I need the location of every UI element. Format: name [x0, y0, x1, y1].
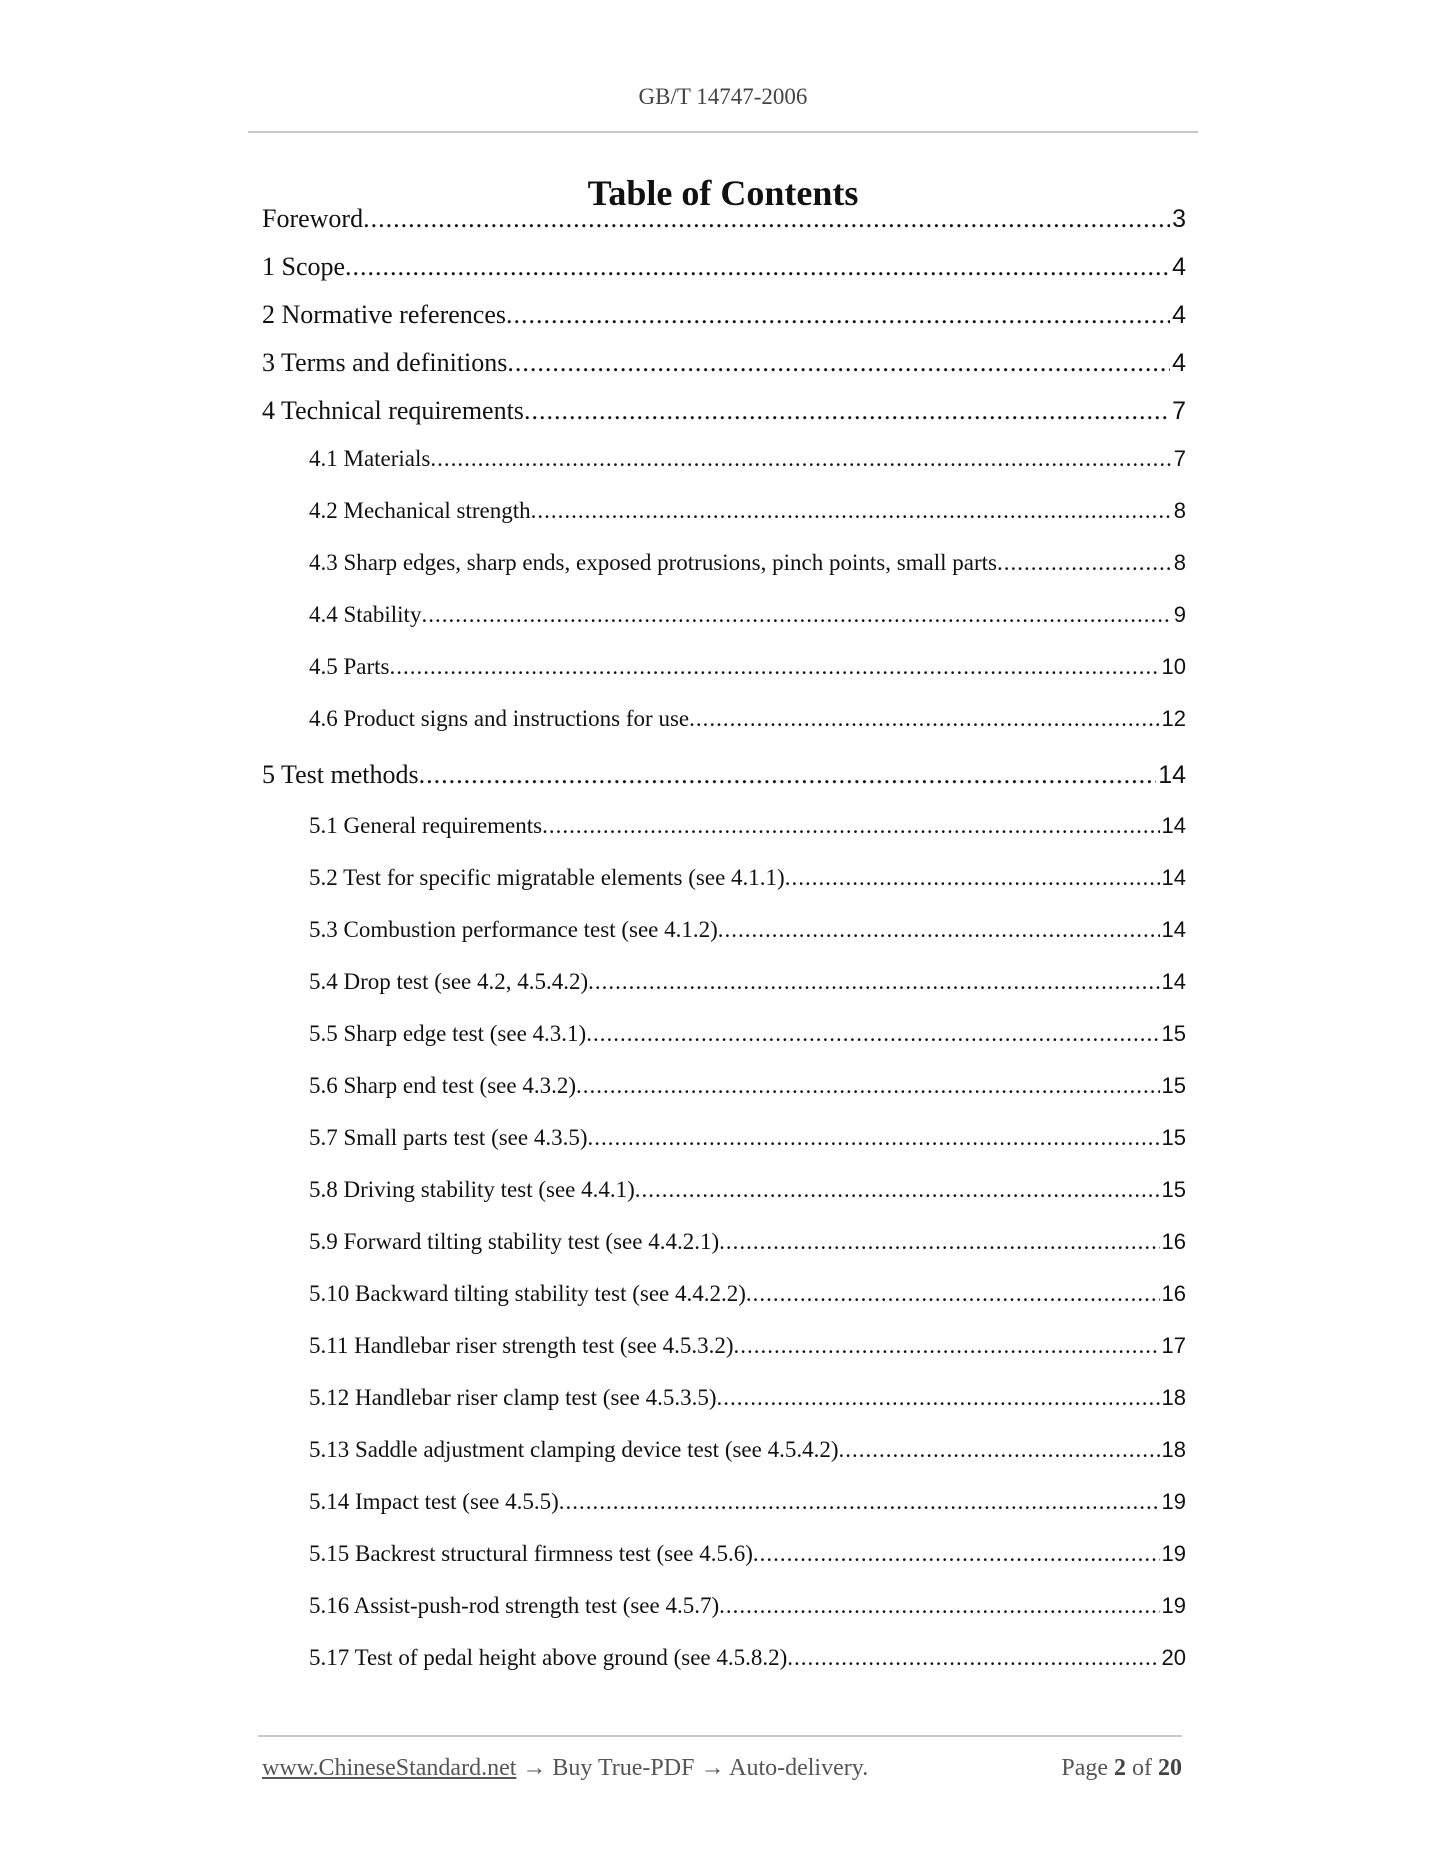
- toc-dot-leader: [345, 252, 1170, 282]
- toc-entry[interactable]: [309, 1125, 1186, 1151]
- toc-entry-label: Foreword: [262, 204, 364, 233]
- toc-dot-leader: [390, 654, 1160, 680]
- toc-dot-leader: [507, 348, 1170, 378]
- toc-entry-label: 5.1 General requirements: [309, 813, 543, 838]
- toc-dot-leader: [718, 917, 1160, 943]
- toc-entry[interactable]: [262, 348, 1186, 378]
- toc-dot-leader: [719, 1229, 1159, 1255]
- toc-entry-page: 10: [1161, 654, 1186, 679]
- toc-entry[interactable]: [262, 300, 1186, 330]
- toc-entry-label: 5.14 Impact test (see 4.5.5): [309, 1489, 559, 1514]
- toc-entry-page: 8: [1173, 498, 1186, 523]
- toc-entry-label: 5 Test methods: [262, 760, 419, 789]
- footer-promo: → Buy True-PDF → Auto-delivery.: [516, 1755, 869, 1781]
- toc-dot-leader: [997, 550, 1172, 576]
- toc-entry[interactable]: [309, 1073, 1186, 1099]
- toc-dot-leader: [734, 1333, 1160, 1359]
- running-header: GB/T 14747-2006: [638, 84, 808, 109]
- toc-entry[interactable]: [309, 1593, 1186, 1619]
- toc-entry-page: 8: [1173, 550, 1186, 575]
- toc-dot-leader: [524, 396, 1170, 426]
- toc-entry-page: 20: [1161, 1645, 1186, 1670]
- toc-entry[interactable]: [309, 813, 1186, 839]
- toc-entry-label: 5.17 Test of pedal height above ground (see 4.5.8.2): [309, 1645, 788, 1670]
- toc-dot-leader: [746, 1281, 1160, 1307]
- toc-entry-label: 5.10 Backward tilting stability test (see 4.4.2.2): [309, 1281, 746, 1306]
- toc-dot-leader: [787, 1645, 1159, 1671]
- of-word: of: [1132, 1755, 1152, 1781]
- toc-entry-label: 5.12 Handlebar riser clamp test (see 4.5.3.5): [309, 1385, 717, 1410]
- toc-entry-page: 4: [1172, 301, 1186, 329]
- toc-entry[interactable]: [309, 1229, 1186, 1255]
- toc-entry-label: 4.6 Product signs and instructions for use: [309, 706, 690, 731]
- toc-entry[interactable]: [309, 969, 1186, 995]
- toc-dot-leader: [576, 1073, 1160, 1099]
- toc-dot-leader: [588, 1125, 1160, 1151]
- toc-entry[interactable]: [309, 1437, 1186, 1463]
- current-page-number: 2: [1114, 1755, 1126, 1781]
- toc-entry-label: 5.8 Driving stability test (see 4.4.1): [309, 1177, 635, 1202]
- toc-entry[interactable]: [309, 1541, 1186, 1567]
- toc-entry[interactable]: [309, 865, 1186, 891]
- toc-entry[interactable]: [309, 917, 1186, 943]
- toc-entry-label: 4.1 Materials: [309, 446, 431, 471]
- toc-entry[interactable]: [309, 550, 1186, 576]
- toc-entry[interactable]: [309, 446, 1186, 472]
- toc-dot-leader: [586, 1021, 1159, 1047]
- toc-entry[interactable]: [309, 1333, 1186, 1359]
- toc-entry-page: 14: [1161, 813, 1186, 838]
- header-divider: [248, 131, 1198, 133]
- toc-entry[interactable]: [309, 1281, 1186, 1307]
- toc-entry-page: 14: [1161, 917, 1186, 942]
- toc-entry-label: 5.7 Small parts test (see 4.3.5): [309, 1125, 588, 1150]
- toc-entry[interactable]: [262, 204, 1186, 234]
- toc-entry-page: 14: [1161, 969, 1186, 994]
- toc-entry-label: 5.16 Assist-push-rod strength test (see 4.5.7): [309, 1593, 720, 1618]
- toc-entry-label: 3 Terms and definitions: [262, 348, 508, 377]
- toc-entry-page: 9: [1173, 602, 1186, 627]
- toc-dot-leader: [430, 446, 1171, 472]
- toc-entry-label: 5.3 Combustion performance test (see 4.1.2): [309, 917, 718, 942]
- toc-dot-leader: [419, 760, 1157, 790]
- toc-entry-label: 4 Technical requirements: [262, 396, 524, 425]
- toc-entry-page: 19: [1161, 1593, 1186, 1618]
- footer-left: [262, 1755, 868, 1782]
- page-counter: [1061, 1755, 1182, 1782]
- toc-entry-page: 17: [1161, 1333, 1186, 1358]
- toc-entry-page: 4: [1172, 349, 1186, 377]
- toc-dot-leader: [542, 813, 1159, 839]
- toc-entry-label: 4.2 Mechanical strength: [309, 498, 531, 523]
- toc-entry-page: 19: [1161, 1541, 1186, 1566]
- toc-entry[interactable]: [262, 252, 1186, 282]
- toc-entry-page: 15: [1161, 1073, 1186, 1098]
- toc-entry[interactable]: [309, 1645, 1186, 1671]
- toc-dot-leader: [588, 969, 1159, 995]
- toc-entry-page: 15: [1161, 1021, 1186, 1046]
- toc-entry[interactable]: [309, 498, 1186, 524]
- toc-dot-leader: [635, 1177, 1160, 1203]
- toc-entry[interactable]: [309, 1021, 1186, 1047]
- toc-dot-leader: [421, 602, 1171, 628]
- toc-entry-page: 12: [1161, 706, 1186, 731]
- toc-entry-page: 7: [1173, 446, 1186, 471]
- toc-entry-page: 15: [1161, 1125, 1186, 1150]
- toc-entry[interactable]: [309, 706, 1186, 732]
- toc-entry[interactable]: [309, 1385, 1186, 1411]
- total-pages-number: 20: [1158, 1755, 1182, 1781]
- footer-divider: [258, 1735, 1182, 1737]
- toc-entry[interactable]: [262, 760, 1186, 790]
- toc-entry-label: 5.4 Drop test (see 4.2, 4.5.4.2): [309, 969, 589, 994]
- toc-entry-label: 5.11 Handlebar riser strength test (see 4.5.3.2): [309, 1333, 734, 1358]
- toc-entry[interactable]: [309, 654, 1186, 680]
- toc-entry[interactable]: [262, 396, 1186, 426]
- site-link[interactable]: www.ChineseStandard.net: [262, 1755, 517, 1781]
- toc-entry[interactable]: [309, 1489, 1186, 1515]
- toc-entry-page: 14: [1161, 865, 1186, 890]
- toc-entry-page: 16: [1161, 1281, 1186, 1306]
- page-footer: [262, 1755, 1182, 1782]
- page-title: Table of Contents: [587, 173, 859, 213]
- toc-entry-label: 4.5 Parts: [309, 654, 390, 679]
- toc-dot-leader: [785, 865, 1160, 891]
- toc-entry-page: 18: [1161, 1385, 1186, 1410]
- toc-entry-label: 5.13 Saddle adjustment clamping device test (see 4.5.4.2): [309, 1437, 839, 1462]
- toc-dot-leader: [689, 706, 1159, 732]
- toc-entry-label: 5.15 Backrest structural firmness test (see 4.5.6): [309, 1541, 753, 1566]
- toc-entry-label: 4.3 Sharp edges, sharp ends, exposed protrusions, pinch points, small parts: [309, 550, 997, 575]
- toc-dot-leader: [531, 498, 1172, 524]
- toc-entry-label: 5.5 Sharp edge test (see 4.3.1): [309, 1021, 587, 1046]
- toc-entry-page: 19: [1161, 1489, 1186, 1514]
- toc-entry-page: 16: [1161, 1229, 1186, 1254]
- toc-dot-leader: [559, 1489, 1160, 1515]
- toc-dot-leader: [506, 300, 1170, 330]
- toc-entry-page: 3: [1172, 205, 1186, 233]
- toc-dot-leader: [719, 1593, 1159, 1619]
- toc-dot-leader: [753, 1541, 1160, 1567]
- toc-dot-leader: [839, 1437, 1160, 1463]
- page-word: Page: [1061, 1755, 1108, 1781]
- toc-entry-label: 5.6 Sharp end test (see 4.3.2): [309, 1073, 576, 1098]
- toc-entry-page: 15: [1161, 1177, 1186, 1202]
- toc-entry-label: 5.9 Forward tilting stability test (see 4.4.2.1): [309, 1229, 720, 1254]
- toc-dot-leader: [716, 1385, 1159, 1411]
- toc-entry-page: 7: [1172, 397, 1186, 425]
- toc-entry-label: 5.2 Test for specific migratable elements (see 4.1.1): [309, 865, 785, 890]
- toc-entry-page: 14: [1158, 761, 1186, 789]
- toc-entry[interactable]: [309, 1177, 1186, 1203]
- toc-entry-label: 2 Normative references: [262, 300, 506, 329]
- toc-entry-page: 18: [1161, 1437, 1186, 1462]
- toc-dot-leader: [363, 204, 1170, 234]
- toc-entry-label: 1 Scope: [262, 252, 346, 281]
- toc-entry-label: 4.4 Stability: [309, 602, 422, 627]
- toc-entry-page: 4: [1172, 253, 1186, 281]
- toc-entry[interactable]: [309, 602, 1186, 628]
